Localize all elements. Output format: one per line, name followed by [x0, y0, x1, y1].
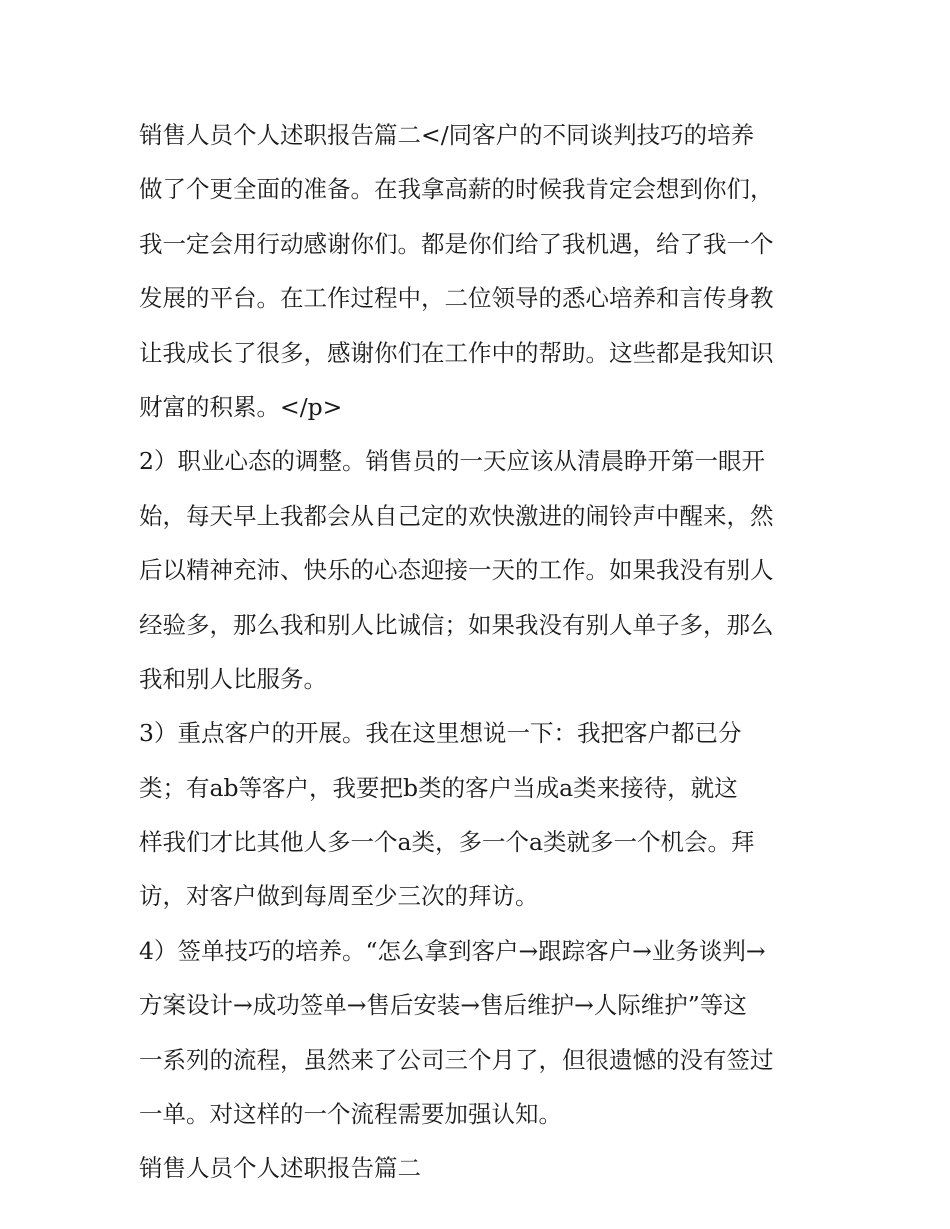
text-line: 方案设计→成功签单→售后安装→售后维护→人际维护”等这: [139, 991, 747, 1020]
text-line: 样我们才比其他人多一个a类，多一个a类就多一个机会。拜: [139, 828, 755, 857]
text-line: 访，对客户做到每周至少三次的拜访。: [139, 882, 539, 911]
text-line: 一系列的流程，虽然来了公司三个月了，但很遗憾的没有签过: [139, 1045, 774, 1074]
text-line: 3）重点客户的开展。我在这里想说一下：我把客户都已分: [139, 719, 742, 748]
text-line: 财富的积累。</p>: [139, 392, 343, 421]
text-line: 后以精神充沛、快乐的心态迎接一天的工作。如果我没有别人: [139, 556, 774, 585]
text-line: 类；有ab等客户，我要把b类的客户当成a类来接待，就这: [139, 773, 738, 802]
document-body: [139, 108, 819, 1196]
text-line: 我一定会用行动感谢你们。都是你们给了我机遇，给了我一个: [139, 229, 774, 258]
text-line: 4）签单技巧的培养。“怎么拿到客户→跟踪客户→业务谈判→: [139, 936, 766, 965]
text-line: 发展的平台。在工作过程中，二位领导的悉心培养和言传身教: [139, 284, 774, 313]
text-line: 让我成长了很多，感谢你们在工作中的帮助。这些都是我知识: [139, 338, 774, 367]
text-line: 2）职业心态的调整。销售员的一天应该从清晨睁开第一眼开: [139, 447, 765, 476]
text-line: 做了个更全面的准备。在我拿高薪的时候我肯定会想到你们，: [139, 175, 774, 204]
text-line: 销售人员个人述职报告篇二: [139, 1154, 421, 1183]
text-line: 始，每天早上我都会从自己定的欢快激进的闹铃声中醒来，然: [139, 501, 774, 530]
text-line: 一单。对这样的一个流程需要加强认知。: [139, 1100, 562, 1129]
text-line: 我和别人比服务。: [139, 664, 327, 693]
text-line: 经验多，那么我和别人比诚信；如果我没有别人单子多，那么: [139, 610, 774, 639]
text-line: 销售人员个人述职报告篇二</同客户的不同谈判技巧的培养: [139, 121, 755, 149]
